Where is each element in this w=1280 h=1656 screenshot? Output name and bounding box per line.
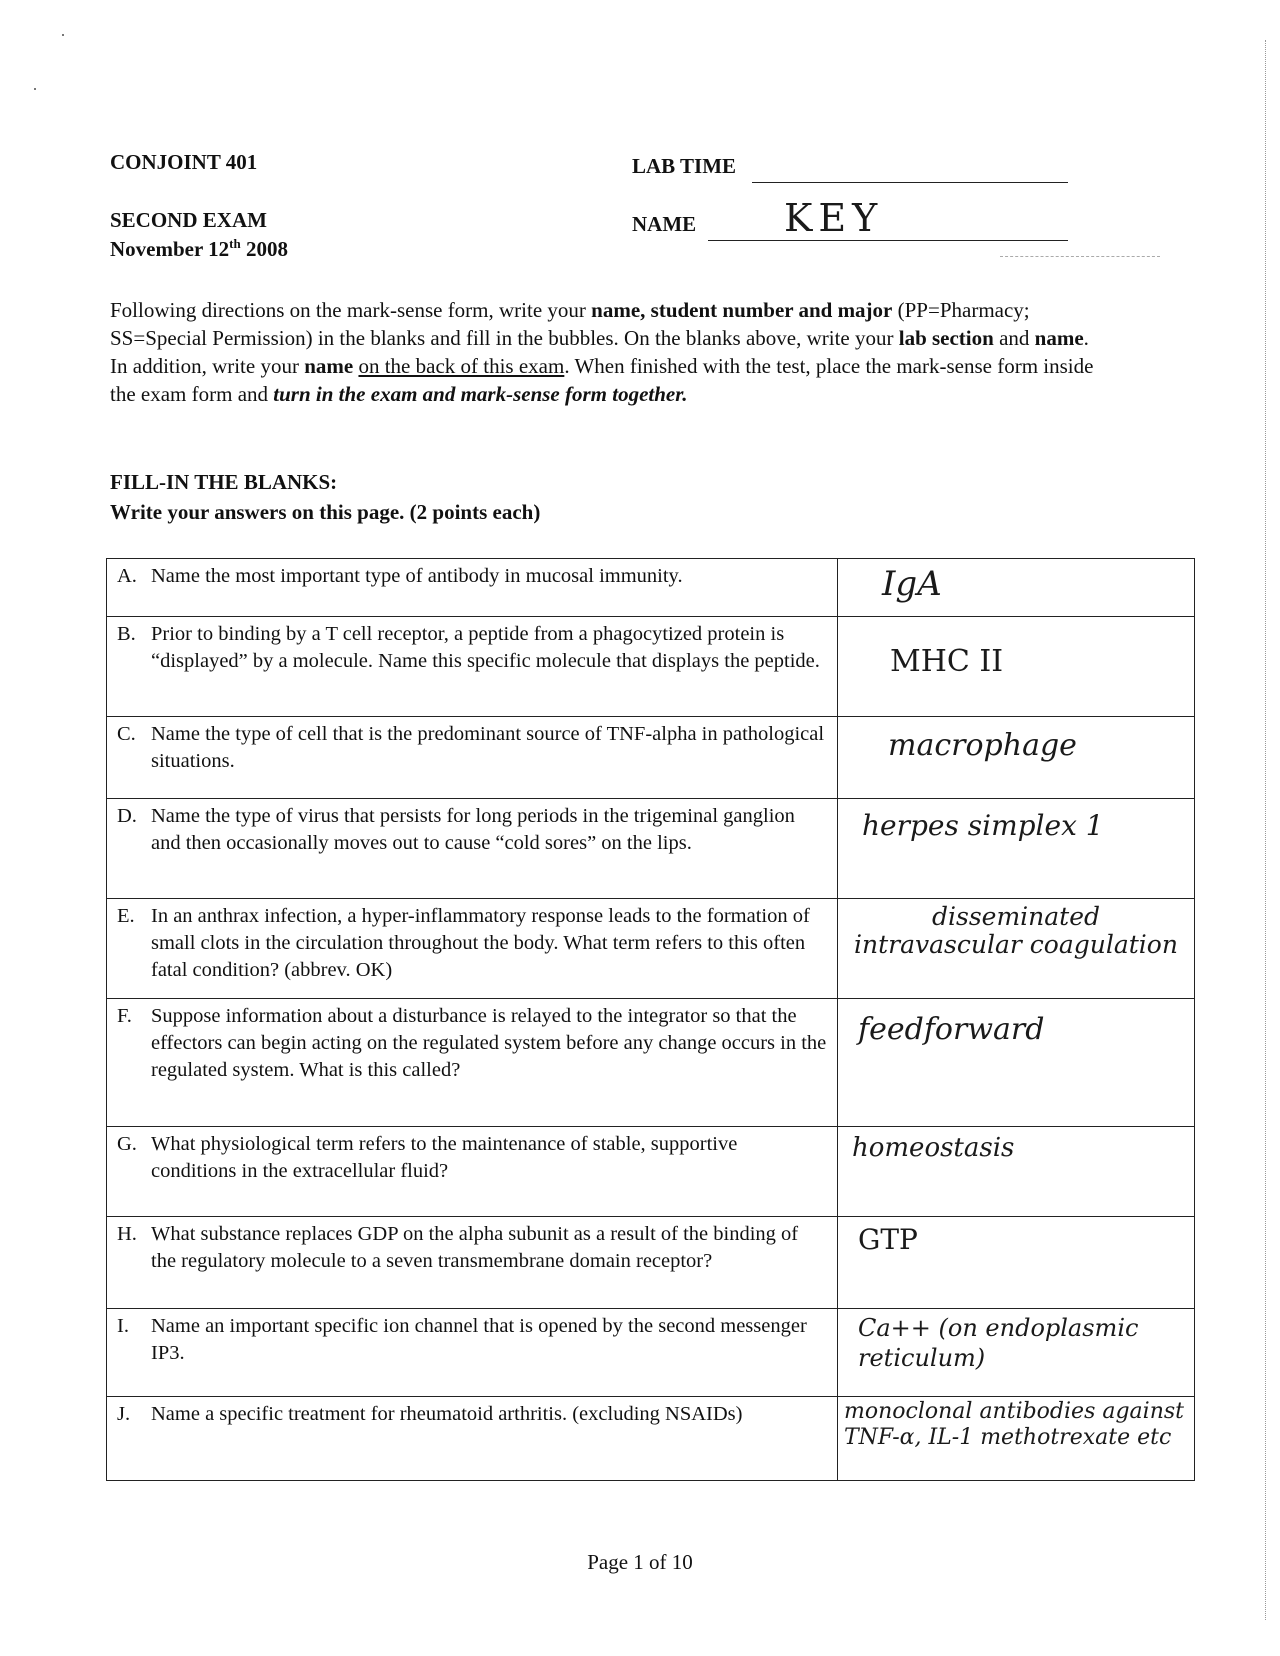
question-letter: B. (117, 623, 136, 645)
name-label: NAME (632, 212, 697, 236)
question-letter: J. (117, 1403, 131, 1425)
question-row (107, 559, 1195, 617)
page-number: Page 1 of 10 (587, 1550, 693, 1574)
question-row (107, 899, 1195, 999)
question-text: Name a specific treatment for rheumatoid arthritis. (excluding NSAIDs) (151, 1403, 743, 1425)
answer-cell[interactable] (838, 617, 1195, 717)
answer-handwritten: monoclonal antibodies against TNF-α, IL-1 methotrexate etc (844, 1399, 1185, 1450)
scan-dashes (1000, 256, 1160, 257)
answer-cell[interactable] (838, 999, 1195, 1127)
question-text: Prior to binding by a T cell receptor, a peptide from a phagocytized protein is “displayed” by a molecule. Name this specific molecule that displays the peptide. (151, 623, 820, 672)
exam-title: SECOND EXAM (110, 208, 267, 232)
instructions-paragraph: Following directions on the mark-sense form, write your name, student number and major (PP=Pharmacy; SS=Special Permission) in the blanks and fill in the bubbles. On the blanks above, write your lab section and name. In addition, write your name on the back of this exam. When finished with the test, place the mark-sense form inside the exam form and turn in the exam and mark-sense form together. (110, 298, 1094, 406)
answer-handwritten: IgA (882, 564, 942, 604)
question-text: Name the type of cell that is the predominant source of TNF-alpha in pathological situations. (151, 723, 825, 772)
scan-speck (34, 88, 36, 90)
answer-cell[interactable] (838, 717, 1195, 799)
answer-handwritten: disseminated intravascular coagulation (854, 902, 1178, 959)
question-row (107, 1217, 1195, 1309)
course-title: CONJOINT 401 (110, 150, 258, 174)
question-row (107, 717, 1195, 799)
question-text: Name an important specific ion channel that is opened by the second messenger IP3. (151, 1315, 807, 1364)
section-subtitle: Write your answers on this page. (2 points each) (110, 500, 541, 524)
question-letter: I. (117, 1315, 129, 1337)
answer-handwritten: Ca++ (on endoplasmic reticulum) (858, 1314, 1139, 1372)
question-row (107, 1309, 1195, 1397)
question-row (107, 617, 1195, 717)
question-letter: F. (117, 1005, 132, 1027)
answer-handwritten: homeostasis (852, 1133, 1015, 1163)
answer-cell[interactable] (838, 1217, 1195, 1309)
question-row (107, 999, 1195, 1127)
name-line[interactable] (708, 240, 1068, 241)
question-row (107, 1397, 1195, 1481)
exam-date: November 12th 2008 (110, 236, 288, 261)
question-text: What physiological term refers to the maintenance of stable, supportive conditions in the extracellular fluid? (151, 1133, 738, 1182)
name-value-handwritten: KEY (784, 196, 884, 240)
lab-time-label: LAB TIME (632, 154, 737, 178)
question-row (107, 799, 1195, 899)
section-title: FILL-IN THE BLANKS: (110, 470, 338, 494)
question-letter: C. (117, 723, 136, 745)
answer-cell[interactable] (838, 1397, 1195, 1481)
question-letter: D. (117, 805, 137, 827)
answer-cell[interactable] (838, 1127, 1195, 1217)
answer-handwritten: macrophage (888, 728, 1077, 763)
answer-handwritten: GTP (858, 1223, 918, 1256)
scan-edge-dots (1265, 40, 1266, 1620)
question-text: In an anthrax infection, a hyper-inflammatory response leads to the formation of small clots in the circulation throughout the body. What term refers to this often fatal condition? (abbrev. OK) (151, 905, 810, 981)
question-letter: A. (117, 565, 137, 587)
answer-handwritten: herpes simplex 1 (862, 809, 1104, 842)
scan-speck (62, 34, 64, 36)
question-text: Name the most important type of antibody in mucosal immunity. (151, 565, 683, 587)
question-letter: E. (117, 905, 135, 927)
question-text: What substance replaces GDP on the alpha subunit as a result of the binding of the regulatory molecule to a seven transmembrane domain receptor? (151, 1223, 799, 1272)
question-row (107, 1127, 1195, 1217)
lab-time-line[interactable] (752, 182, 1068, 183)
question-text: Name the type of virus that persists for long periods in the trigeminal ganglion and then occasionally moves out to cause “cold sores” on the lips. (151, 805, 795, 854)
question-text: Suppose information about a disturbance is relayed to the integrator so that the effectors can begin acting on the regulated system before any change occurs in the regulated system. What is this called? (151, 1005, 827, 1081)
answer-cell[interactable] (838, 1309, 1195, 1397)
question-letter: H. (117, 1223, 137, 1245)
answer-cell[interactable] (838, 799, 1195, 899)
answer-handwritten: feedforward (858, 1012, 1045, 1047)
answer-cell[interactable] (838, 899, 1195, 999)
question-letter: G. (117, 1133, 137, 1155)
questions-table (106, 558, 1195, 1481)
answer-cell[interactable] (838, 559, 1195, 617)
answer-handwritten: MHC II (890, 644, 1004, 679)
